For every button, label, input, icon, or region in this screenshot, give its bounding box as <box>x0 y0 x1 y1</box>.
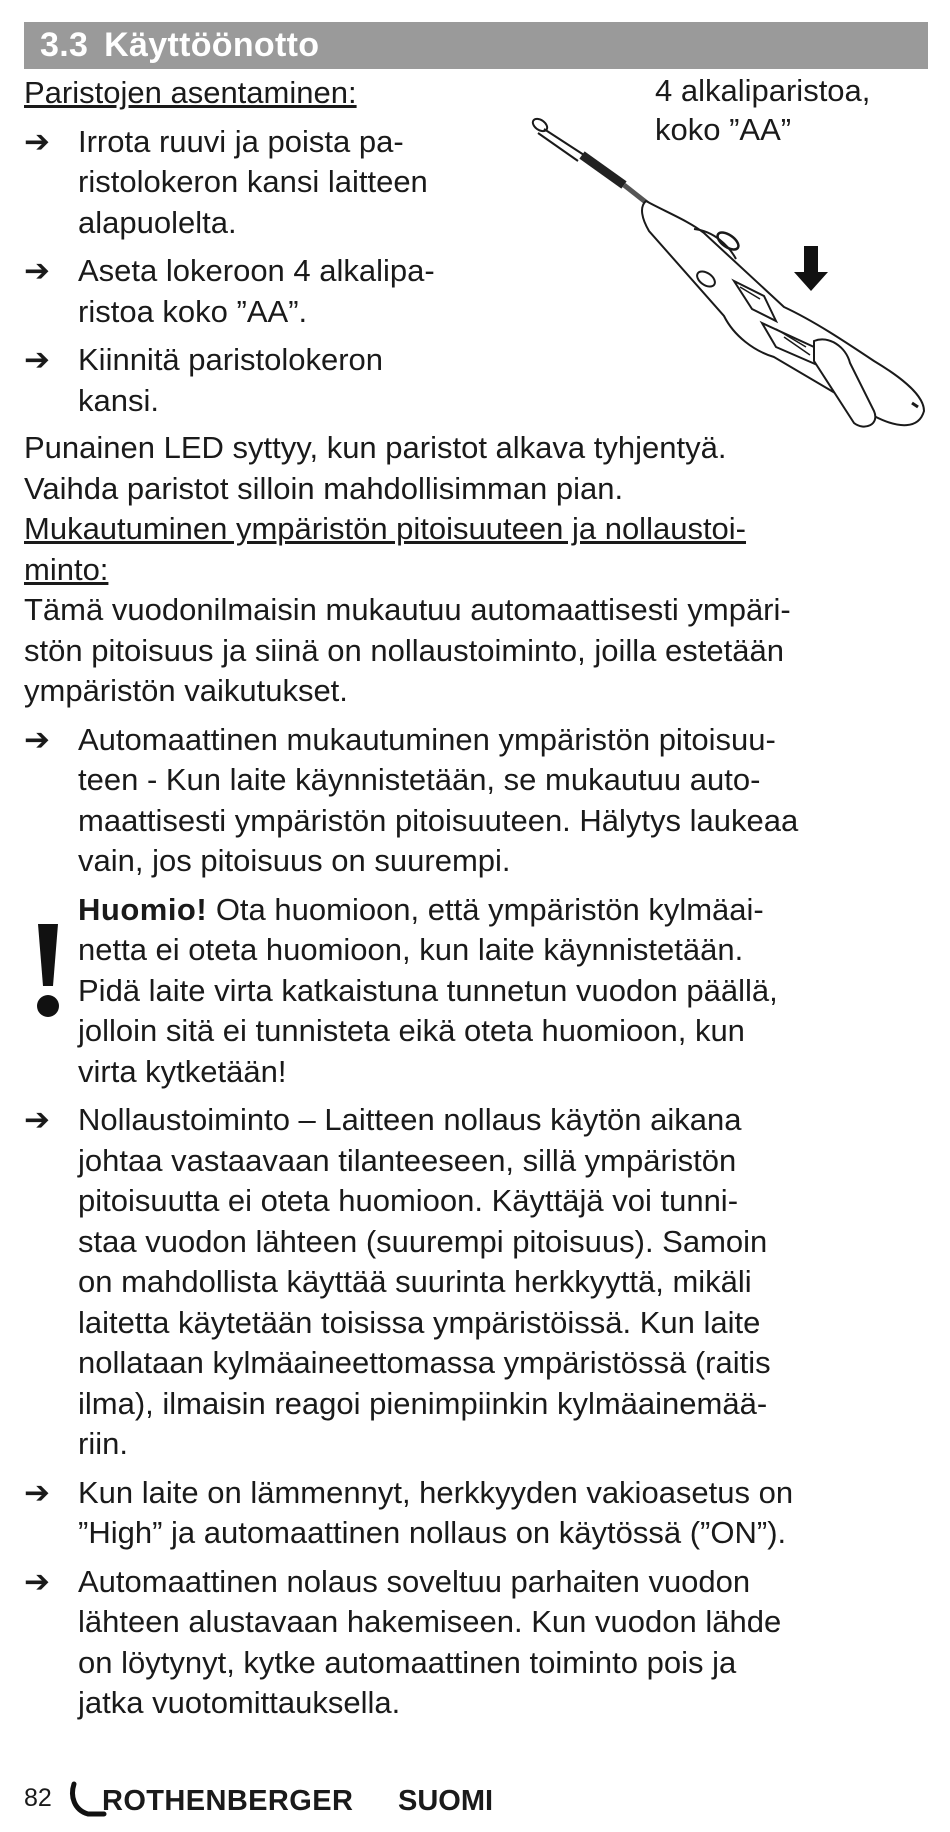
arrow-right-icon: ➔ <box>24 1102 50 1137</box>
warning-label: Huomio! <box>78 891 208 927</box>
adapt-item-1: ➔ Automaattinen mukautuminen ympäristön pitoisuu- teen - Kun laite käynnistetään, se mukautuu auto- maattisesti ympäristön pitoisuuteen. Hälytys laukeaa vain, jos pitoisuus on suurempi. <box>24 721 799 878</box>
arrow-right-icon: ➔ <box>24 123 50 159</box>
install-step-3: ➔ Kiinnitä paristolokeron kansi. <box>24 342 384 418</box>
warning-note: Huomio! Ota huomioon, että ympäristön kylmäai- netta ei oteta huomioon, kun laite käynnistetään. Pidä laite virta katkaistuna tunnetun vuodon päällä, jolloin sitä ei tunnisteta eikä oteta huomioon, kun virta kytketään! <box>24 890 928 1093</box>
brand-logo <box>68 1778 378 1818</box>
adapt-intro-2: stön pitoisuus ja siinä on nollaustoiminto, joilla estetään <box>24 632 784 668</box>
exclamation-icon <box>28 920 68 1020</box>
adapt-intro-1: Tämä vuodonilmaisin mukautuu automaattisesti ympäri- <box>24 592 791 627</box>
arrow-right-icon: ➔ <box>24 253 50 288</box>
page-number: 82 <box>24 1784 52 1812</box>
section-number: 3.3 <box>40 26 89 64</box>
leak-detector-illustration <box>514 111 950 431</box>
manual-page <box>24 22 928 1724</box>
adapt-heading-1: Mukautuminen ympäristön pitoisuuteen ja nollaustoi- <box>24 511 747 546</box>
adapt-item-4: ➔ Automaattinen nolaus soveltuu parhaiten vuodon lähteen alustavaan hakemiseen. Kun vuodon lähde on löytynyt, kytke automaattinen toiminto pois ja jatka vuotomittauksella. <box>24 1563 782 1720</box>
arrow-right-icon: ➔ <box>24 342 50 377</box>
adapt-item-2: ➔ Nollaustoiminto – Laitteen nollaus käytön aikana johtaa vastaavaan tilanteeseen, sillä ympäristön pitoisuutta ei oteta huomioon. Käyttäjä voi tunni- staa vuodon lähteen (suurempi pitoisuus). Samoin on mahdollista käyttää suurinta herkkyyttä, mikäli laitetta käytetään toisissa ympäristöissä. Kun laite nollataan kylmäaineettomassa ympäristössä (raitis ilma), ilmaisin reagoi pienimpiinkin kylmäainemää- riin. <box>24 1102 771 1461</box>
adapt-heading-2: minto: <box>24 551 109 587</box>
section-header <box>24 22 928 69</box>
adapt-intro-3: ympäristön vaikutukset. <box>24 673 348 708</box>
arrow-right-icon: ➔ <box>24 1563 50 1599</box>
arrow-right-icon: ➔ <box>24 721 50 757</box>
battery-install-block <box>24 69 928 428</box>
battery-install-heading: Paristojen asentaminen: <box>24 75 357 110</box>
brand-name: ROTHENBERGER <box>102 1785 354 1817</box>
install-step-2: ➔ Aseta lokeroon 4 alkalipa- ristoa koko ”AA”. <box>24 253 435 329</box>
arrow-right-icon: ➔ <box>24 1474 50 1510</box>
led-note-1: Punainen LED syttyy, kun paristot alkava tyhjentyä. <box>24 430 727 465</box>
install-step-1: ➔ Irrota ruuvi ja poista pa- ristolokeron kansi laitteen alapuolelta. <box>24 123 428 240</box>
page-footer <box>24 1776 624 1820</box>
language-label: SUOMI <box>398 1785 494 1817</box>
section-title: Käyttöönotto <box>104 26 320 64</box>
battery-figure-note: 4 alkaliparistoa, koko ”AA” <box>655 73 871 147</box>
led-note-2: Vaihda paristot silloin mahdollisimman pian. <box>24 470 624 506</box>
adapt-item-3: ➔ Kun laite on lämmennyt, herkkyyden vakioasetus on ”High” ja automaattinen nollaus on käytössä (”ON”). <box>24 1474 794 1550</box>
